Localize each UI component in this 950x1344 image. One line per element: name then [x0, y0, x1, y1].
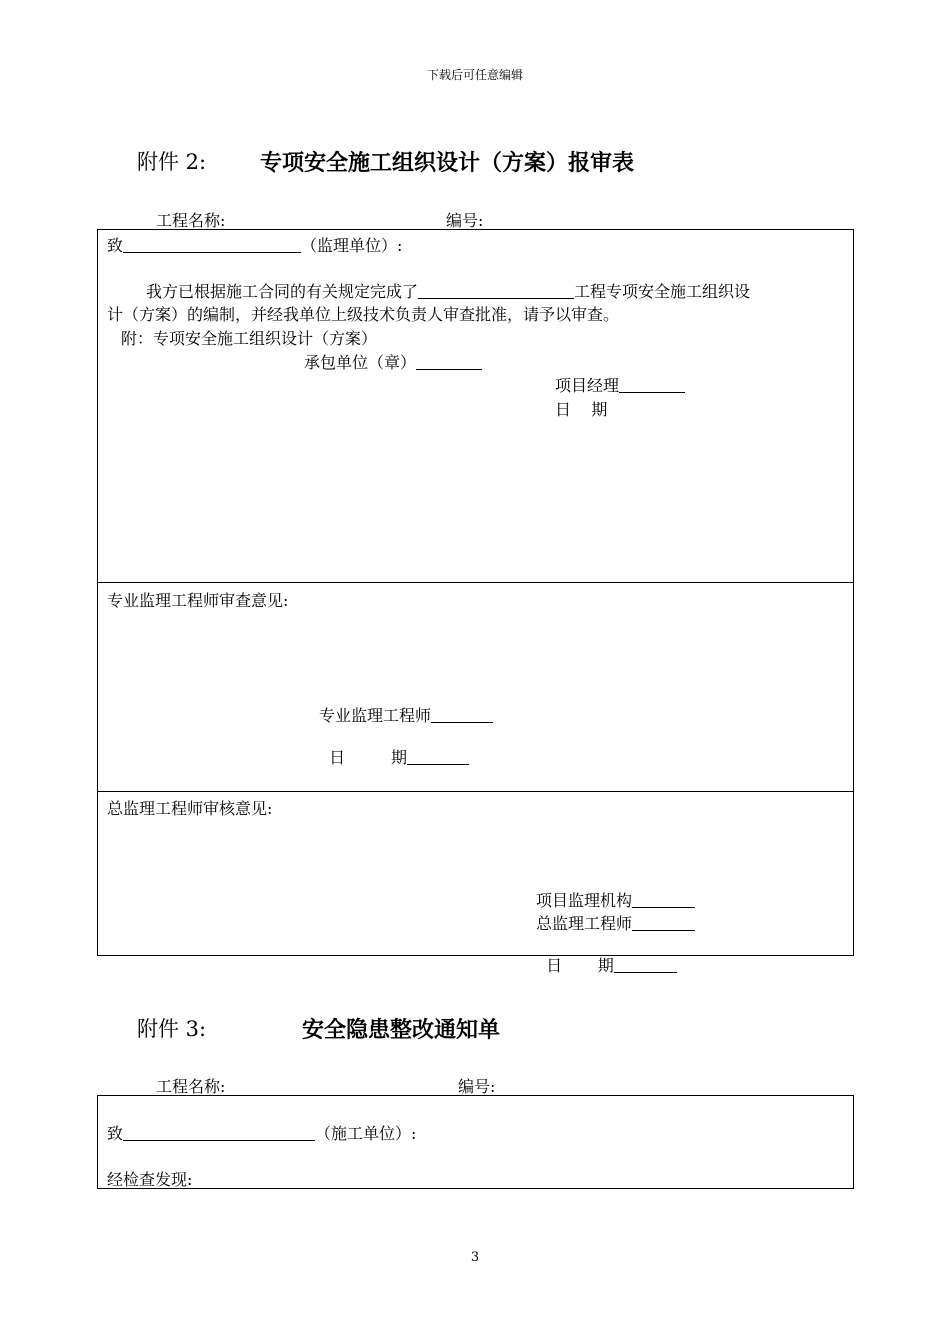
- att2-to-line: [107, 233, 402, 256]
- att2-engineer-sign-label: 专业监理工程师: [319, 706, 432, 725]
- att2-row-divider-2: [97, 791, 854, 792]
- att2-engineer-date-line: [319, 726, 469, 768]
- att2-chief-opinion-label: 总监理工程师审核意见:: [107, 799, 273, 818]
- att2-to-suffix: （监理单位）:: [301, 236, 403, 255]
- att2-org-line: [536, 888, 695, 911]
- att2-engineer-date-label: 日 期: [329, 748, 407, 767]
- att2-chief-sign-field[interactable]: [632, 915, 695, 931]
- att2-para-line-2: 计（方案）的编制，并经我单位上级技术负责人审查批准，请予以审查。: [107, 305, 620, 324]
- att2-engineer-sign-field[interactable]: [431, 707, 493, 723]
- attachment-3-title: 安全隐患整改通知单: [302, 1018, 501, 1043]
- att2-para-line-1: [146, 279, 750, 302]
- attachment-3-label: 附件 3:: [137, 1017, 207, 1041]
- att2-attach-line: 附：专项安全施工组织设计（方案）: [121, 329, 378, 348]
- att2-project-field[interactable]: [418, 283, 574, 299]
- att2-chief-date-label: 日 期: [546, 956, 614, 975]
- att2-engineer-date-field[interactable]: [407, 749, 469, 765]
- att3-to-prefix: 致: [107, 1124, 124, 1143]
- page-header: 下载后可任意编辑: [426, 68, 523, 82]
- att2-contractor-line: [304, 350, 482, 373]
- att3-found-label: 经检查发现:: [107, 1170, 193, 1189]
- att2-para-text-a: 我方已根据施工合同的有关规定完成了: [146, 282, 419, 301]
- att2-chief-date-field[interactable]: [614, 957, 677, 973]
- att2-contractor-field[interactable]: [416, 354, 482, 370]
- att2-pm-line: [555, 373, 685, 396]
- att2-chief-sign-label: 总监理工程师: [536, 914, 633, 933]
- att2-pm-label: 项目经理: [555, 376, 620, 395]
- att2-chief-sign-line: [536, 911, 695, 934]
- att2-para-text-b: 工程专项安全施工组织设: [574, 282, 751, 301]
- att3-construction-unit-field[interactable]: [123, 1125, 315, 1141]
- attachment-2-title: 专项安全施工组织设计（方案）报审表: [260, 151, 635, 176]
- att3-to-line: [107, 1121, 416, 1144]
- att2-number-label: 编号:: [446, 211, 484, 230]
- att2-supervisor-unit-field[interactable]: [123, 237, 301, 253]
- att2-org-field[interactable]: [632, 892, 695, 908]
- att3-number-label: 编号:: [458, 1077, 496, 1096]
- att2-contractor-label: 承包单位（章）: [304, 353, 417, 372]
- att2-date-label: 日 期: [555, 400, 608, 419]
- att2-chief-date-line: [536, 934, 677, 976]
- att2-project-name-label: 工程名称:: [156, 211, 226, 230]
- page-number: 3: [470, 1250, 480, 1265]
- att2-engineer-sign-line: [319, 703, 493, 726]
- att2-org-label: 项目监理机构: [536, 891, 633, 910]
- att3-to-suffix: （施工单位）:: [315, 1124, 417, 1143]
- att2-pm-field[interactable]: [619, 377, 685, 393]
- att2-engineer-opinion-label: 专业监理工程师审查意见:: [107, 591, 289, 610]
- att2-row-divider-1: [97, 582, 854, 583]
- att3-project-name-label: 工程名称:: [156, 1077, 226, 1096]
- attachment-2-label: 附件 2:: [137, 150, 207, 174]
- att2-to-prefix: 致: [107, 236, 124, 255]
